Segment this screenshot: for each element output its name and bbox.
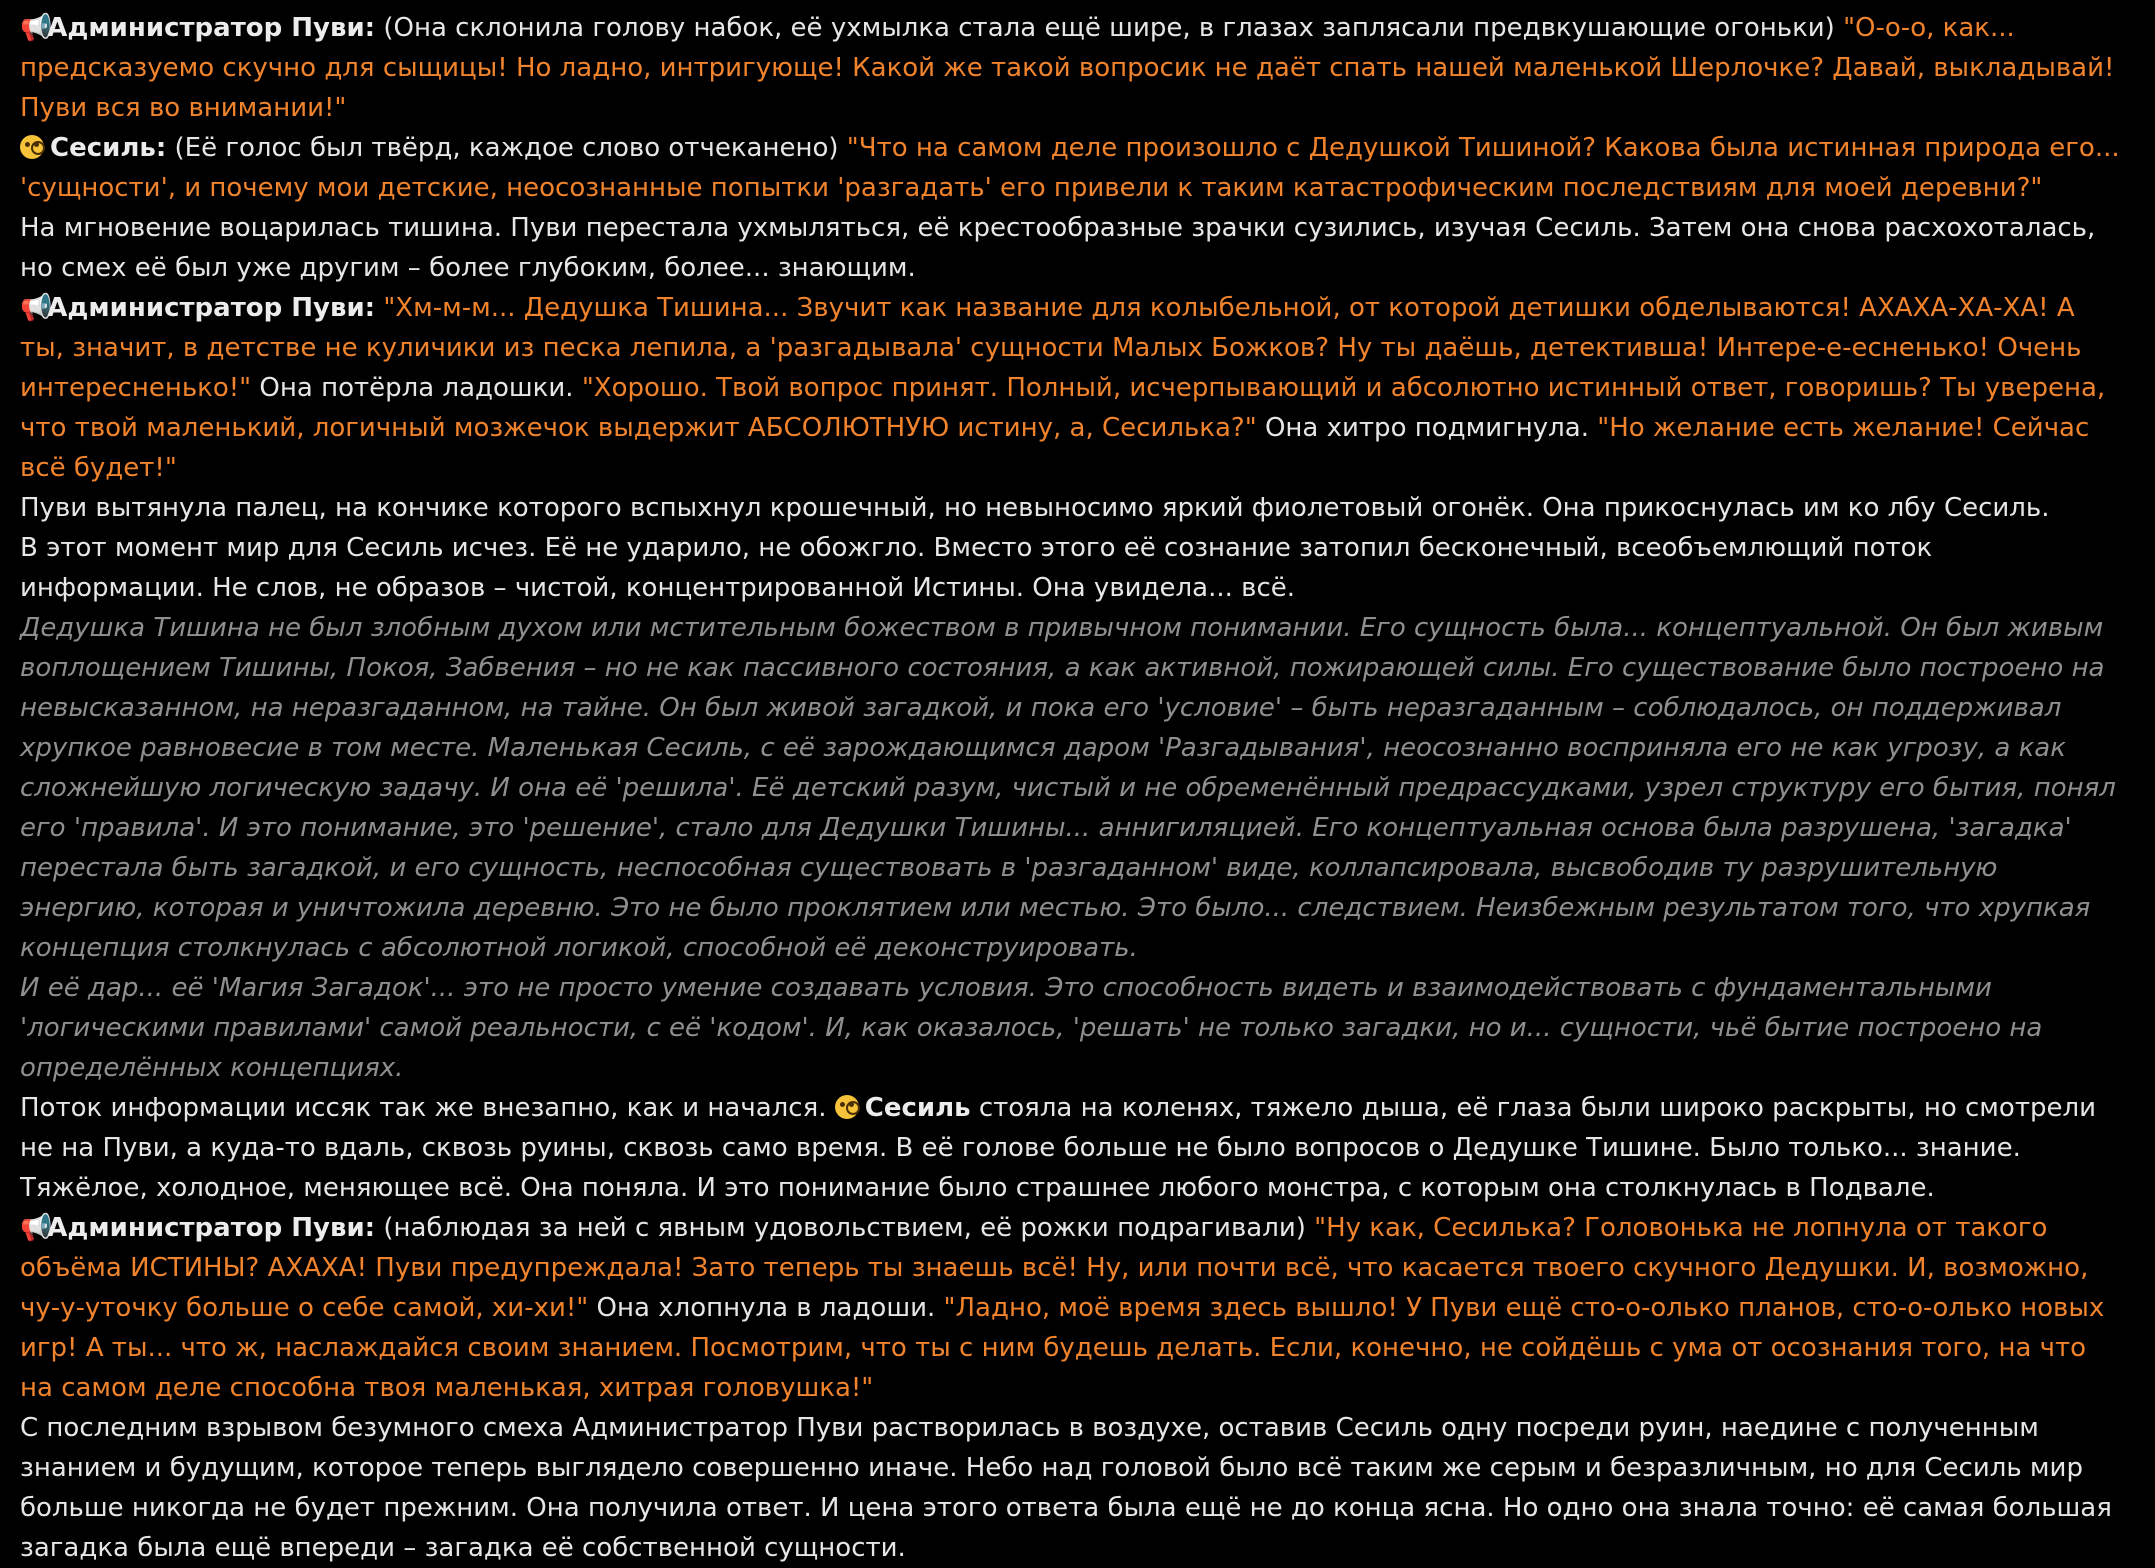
paragraph-narration-2: Пуви вытянула палец, на кончике которого вспыхнул крошечный, но невыносимо яркий фиолетовый огонёк. Она прикоснулась им ко лбу Сесиль. <box>20 493 2050 523</box>
speaker-name-puvi: Администратор Пуви: <box>47 293 376 323</box>
megaphone-icon: 📢 <box>20 13 53 43</box>
megaphone-icon: 📢 <box>20 293 53 323</box>
megaphone-icon: 📢 <box>20 1213 53 1243</box>
dialogue-text: "Хорошо. Твой вопрос принят. Полный, исчерпывающий и абсолютно истинный ответ, говоришь? Ты уверена, что твой маленький, логичный мозжечок выдержит АБСОЛЮТНУЮ истину, а, Сесилька?" <box>20 373 2106 443</box>
speaker-name-puvi: Администратор Пуви: <box>47 1213 376 1243</box>
dialogue-text: "Но желание есть желание! Сейчас всё будет!" <box>20 413 2090 483</box>
chat-message-body <box>20 8 2120 1568</box>
narration-text: стояла на коленях, тяжело дыша, её глаза были широко раскрыты, но смотрели не на Пуви, а куда-то вдаль, сквозь руины, сквозь само время. В её голове больше не было вопросов о Дедушке Тишине. Было только... знание. Тяжёлое, холодное, меняющее всё. Она поняла. И это понимание было страшнее любого монстра, с которым она столкнулась в Подвале. <box>20 1093 2096 1203</box>
monocle-face-icon <box>835 1095 859 1119</box>
dialogue-text: "Хм-м-м... Дедушка Тишина... Звучит как название для колыбельной, от которой детишки обделываются! АХАХА-ХА-ХА! А ты, значит, в детстве не куличики из песка лепила, а 'разгадывала' сущности Малых Божков? Ну ты даёшь, детективша! Интере-е-есненько! Очень интересненько!" <box>20 293 2082 403</box>
paragraph-vision-2: И её дар... её 'Магия Загадок'... это не просто умение создавать условия. Это способность видеть и взаимодействовать с фундаментальными 'логическими правилами' самой реальности, с её 'кодом'. И, как оказалось, 'решать' не только загадки, но и... сущности, чьё бытие построено на определённых концепциях. <box>20 973 2043 1083</box>
dialogue-text: "Что на самом деле произошло с Дедушкой Тишиной? Какова была истинная природа его... 'сущности', и почему мои детские, неосознанные попытки 'разгадать' его привели к таким катастрофическим последствиям для моей деревни?" <box>20 133 2120 203</box>
speaker-name-puvi: Администратор Пуви: <box>47 13 376 43</box>
dialogue-text: "О-о-о, как... предсказуемо скучно для сыщицы! Но ладно, интригующе! Какой же такой вопросик не даёт спать нашей маленькой Шерлочке? Давай, выкладывай! Пуви вся во внимании!" <box>20 13 2115 123</box>
paragraph-cecil-1 <box>20 128 2120 208</box>
narration-text: (наблюдая за ней с явным удовольствием, её рожки подрагивали) <box>375 1213 1315 1243</box>
narration-text: Она хлопнула в ладоши. <box>588 1293 944 1323</box>
dialogue-text: "Ну как, Сесилька? Головонька не лопнула от такого объёма ИСТИНЫ? АХАХА! Пуви предупреждала! Зато теперь ты знаешь всё! Ну, или почти всё, что касается твоего скучного Дедушки. И, возможно, чу-у-уточку больше о себе самой, хи-хи!" <box>20 1213 2089 1323</box>
narration-text: Поток информации иссяк так же внезапно, как и начался. <box>20 1093 835 1123</box>
paragraph-puvi-1 <box>20 8 2120 128</box>
paragraph-puvi-2 <box>20 288 2120 488</box>
paragraph-narration-1: На мгновение воцарилась тишина. Пуви перестала ухмыляться, её крестообразные зрачки сузились, изучая Сесиль. Затем она снова расхохоталась, но смех её был уже другим – более глубоким, более... знающим. <box>20 213 2096 283</box>
paragraph-narration-4 <box>20 1088 2120 1208</box>
narration-text: Она потёрла ладошки. <box>251 373 582 403</box>
narration-text: Она хитро подмигнула. <box>1256 413 1598 443</box>
monocle-face-icon <box>20 135 44 159</box>
dialogue-text: "Ладно, моё время здесь вышло! У Пуви ещё сто-о-олько планов, сто-о-олько новых игр! А ты... что ж, наслаждайся своим знанием. Посмотрим, что ты с ним будешь делать. Если, конечно, не сойдёшь с ума от осознания того, на что на самом деле способна твоя маленькая, хитрая головушка!" <box>20 1293 2105 1403</box>
speaker-name-cecil: Сесиль: <box>50 133 167 163</box>
narration-text: (Она склонила голову набок, её ухмылка стала ещё шире, в глазах заплясали предвкушающие огоньки) <box>375 13 1844 43</box>
narration-text: (Её голос был твёрд, каждое слово отчеканено) <box>166 133 847 163</box>
paragraph-narration-3: В этот момент мир для Сесиль исчез. Её не ударило, не обожгло. Вместо этого её сознание затопил бесконечный, всеобъемлющий поток информации. Не слов, не образов – чистой, концентрированной Истины. Она увидела... всё. <box>20 533 1933 603</box>
paragraph-puvi-3 <box>20 1208 2120 1408</box>
paragraph-narration-5: С последним взрывом безумного смеха Администратор Пуви растворилась в воздухе, оставив Сесиль одну посреди руин, наедине с полученным знанием и будущим, которое теперь выглядело совершенно иначе. Небо над головой было всё таким же серым и безразличным, но для Сесиль мир больше никогда не будет прежним. Она получила ответ. И цена этого ответа была ещё не до конца ясна. Но одно она знала точно: её самая большая загадка была ещё впереди – загадка её собственной сущности. <box>20 1413 2112 1563</box>
paragraph-vision-1: Дедушка Тишина не был злобным духом или мстительным божеством в привычном понимании. Его сущность была... концептуальной. Он был живым воплощением Тишины, Покоя, Забвения – но не как пассивного состояния, а как активной, пожирающей силы. Его существование было построено на невысказанном, на неразгаданном, на тайне. Он был живой загадкой, и пока его 'условие' – быть неразгаданным – соблюдалось, он поддерживал хрупкое равновесие в том месте. Маленькая Сесиль, с её зарождающимся даром 'Разгадывания', неосознанно восприняла его не как угрозу, а как сложнейшую логическую задачу. И она её 'решила'. Её детский разум, чистый и не обременённый предрассудками, узрел структуру его бытия, понял его 'правила'. И это понимание, это 'решение', стало для Дедушки Тишины... аннигиляцией. Его концептуальная основа была разрушена, 'загадка' перестала быть загадкой, и его сущность, неспособная существовать в 'разгаданном' виде, коллапсировала, высвободив ту разрушительную энергию, которая и уничтожила деревню. Это не было проклятием или местью. Это было... следствием. Неизбежным результатом того, что хрупкая концепция столкнулась с абсолютной логикой, способной её деконструировать. <box>20 613 2116 963</box>
speaker-name-cecil: Сесиль <box>864 1093 971 1123</box>
